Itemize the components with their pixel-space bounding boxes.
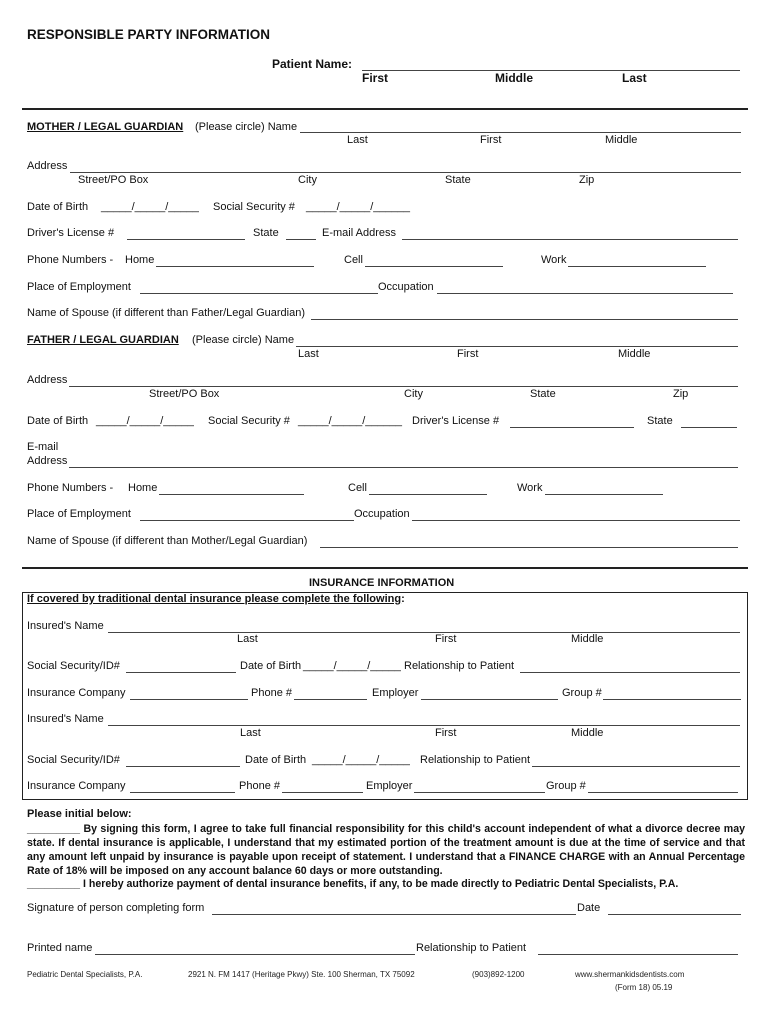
mother-name-line[interactable] xyxy=(300,132,741,133)
father-occupation-line[interactable] xyxy=(412,520,740,521)
insured-middle-caption: Middle xyxy=(571,633,604,645)
insured-phone-label: Phone # xyxy=(251,687,292,699)
insured2-middle-caption: Middle xyxy=(571,727,604,739)
mother-dob-field[interactable]: _____/_____/_____ xyxy=(101,201,199,213)
insurance-heading: INSURANCE INFORMATION xyxy=(309,577,455,589)
father-address-label: Address xyxy=(27,374,68,386)
footer-practice: Pediatric Dental Specialists, P.A. xyxy=(27,970,143,979)
mother-first-caption: First xyxy=(480,134,502,146)
mother-street-caption: Street/PO Box xyxy=(78,174,149,186)
mother-cell-line[interactable] xyxy=(365,266,503,267)
father-work-label: Work xyxy=(517,482,543,494)
mother-dl-line[interactable] xyxy=(127,239,245,240)
father-email-label-1: E-mail xyxy=(27,441,59,453)
insured2-group-label: Group # xyxy=(546,780,586,792)
footer-phone: (903)892-1200 xyxy=(472,970,525,979)
signature-date-label: Date xyxy=(577,902,601,914)
mother-home-line[interactable] xyxy=(156,266,314,267)
insured-phone-line[interactable] xyxy=(294,699,367,700)
father-ssn-field[interactable]: _____/_____/______ xyxy=(298,415,402,427)
father-state-caption: State xyxy=(530,388,556,400)
printed-relationship-label: Relationship to Patient xyxy=(416,942,527,954)
father-work-line[interactable] xyxy=(545,494,663,495)
patient-middle-caption: Middle xyxy=(495,71,533,85)
insured-ssid-line[interactable] xyxy=(126,672,236,673)
insured-last-caption: Last xyxy=(237,633,258,645)
mother-cell-label: Cell xyxy=(344,254,363,266)
mother-state-label: State xyxy=(253,227,279,239)
father-spouse-line[interactable] xyxy=(320,547,738,548)
insured2-ssid-line[interactable] xyxy=(126,766,240,767)
patient-last-caption: Last xyxy=(622,71,647,85)
father-email-line[interactable] xyxy=(69,467,738,468)
patient-name-line[interactable] xyxy=(362,70,740,71)
mother-occupation-label: Occupation xyxy=(378,281,434,293)
father-dob-field[interactable]: _____/_____/_____ xyxy=(96,415,194,427)
mother-ssn-field[interactable]: _____/_____/______ xyxy=(306,201,410,213)
insured-dob-field[interactable]: _____/_____/_____ xyxy=(303,660,401,672)
insured2-company-label: Insurance Company xyxy=(27,780,126,792)
insured-name-line[interactable] xyxy=(108,632,740,633)
father-spouse-label: Name of Spouse (if different than Mother/Legal Guardian) xyxy=(27,535,308,547)
father-cell-label: Cell xyxy=(348,482,367,494)
insured-company-line[interactable] xyxy=(130,699,248,700)
mother-employment-line[interactable] xyxy=(140,293,378,294)
mother-state-caption: State xyxy=(445,174,471,186)
authorization-paragraph: _________ I hereby authorize payment of dental insurance benefits, if any, to be made directly to Pediatric Dental Specialists, P.A. xyxy=(27,878,679,890)
insured2-employer-label: Employer xyxy=(366,780,413,792)
footer-address: 2921 N. FM 1417 (Heritage Pkwy) Ste. 100 Sherman, TX 75092 xyxy=(188,970,415,979)
printed-name-label: Printed name xyxy=(27,942,93,954)
mother-spouse-line[interactable] xyxy=(311,319,738,320)
mother-employment-label: Place of Employment xyxy=(27,281,131,293)
mother-last-caption: Last xyxy=(347,134,368,146)
father-heading: FATHER / LEGAL GUARDIAN xyxy=(27,334,179,346)
printed-name-line[interactable] xyxy=(95,954,415,955)
mother-phone-label: Phone Numbers - xyxy=(27,254,114,266)
insured-first-caption: First xyxy=(435,633,457,645)
father-state-line[interactable] xyxy=(681,427,737,428)
insured-employer-label: Employer xyxy=(372,687,419,699)
insured2-first-caption: First xyxy=(435,727,457,739)
insured-group-line[interactable] xyxy=(603,699,741,700)
footer-website: www.shermankidsdentists.com xyxy=(575,970,685,979)
printed-relationship-line[interactable] xyxy=(538,954,738,955)
insured2-phone-label: Phone # xyxy=(239,780,280,792)
father-last-caption: Last xyxy=(298,348,319,360)
mother-address-line[interactable] xyxy=(70,172,741,173)
insured-employer-line[interactable] xyxy=(421,699,558,700)
father-email-label-2: Address xyxy=(27,455,68,467)
signature-date-line[interactable] xyxy=(608,914,741,915)
father-employment-line[interactable] xyxy=(140,520,354,521)
father-name-line[interactable] xyxy=(296,346,738,347)
insured-relationship-line[interactable] xyxy=(520,672,740,673)
father-middle-caption: Middle xyxy=(618,348,651,360)
initial-heading: Please initial below: xyxy=(27,808,132,820)
signature-line[interactable] xyxy=(212,914,576,915)
signature-label: Signature of person completing form xyxy=(27,902,205,914)
father-phone-label: Phone Numbers - xyxy=(27,482,114,494)
father-address-line[interactable] xyxy=(69,386,738,387)
insured-relationship-label: Relationship to Patient xyxy=(404,660,515,672)
mother-work-label: Work xyxy=(541,254,567,266)
page-title: RESPONSIBLE PARTY INFORMATION xyxy=(27,27,271,42)
mother-email-label: E-mail Address xyxy=(322,227,396,239)
mother-state-line[interactable] xyxy=(286,239,316,240)
insured-name-label: Insured's Name xyxy=(27,620,104,632)
mother-city-caption: City xyxy=(298,174,317,186)
insured2-employer-line[interactable] xyxy=(414,792,545,793)
patient-first-caption: First xyxy=(362,71,389,85)
footer-form-number: (Form 18) 05.19 xyxy=(615,983,673,992)
mother-ssn-label: Social Security # xyxy=(213,201,295,213)
father-ssn-label: Social Security # xyxy=(208,415,290,427)
insured2-dob-field[interactable]: _____/_____/_____ xyxy=(312,754,410,766)
mother-home-label: Home xyxy=(125,254,155,266)
father-cell-line[interactable] xyxy=(369,494,487,495)
mother-dl-label: Driver's License # xyxy=(27,227,115,239)
mother-zip-caption: Zip xyxy=(579,174,595,186)
father-home-line[interactable] xyxy=(159,494,304,495)
mother-heading: MOTHER / LEGAL GUARDIAN xyxy=(27,121,184,133)
father-first-caption: First xyxy=(457,348,479,360)
father-state-label: State xyxy=(647,415,673,427)
insured-dob-label: Date of Birth xyxy=(240,660,302,672)
insurance-subheading-colon: : xyxy=(401,593,405,605)
mother-middle-caption: Middle xyxy=(605,134,638,146)
mother-dob-label: Date of Birth xyxy=(27,201,89,213)
father-city-caption: City xyxy=(404,388,423,400)
insured-ssid-label: Social Security/ID# xyxy=(27,660,120,672)
father-zip-caption: Zip xyxy=(673,388,689,400)
mother-email-line[interactable] xyxy=(402,239,738,240)
insured2-name-line[interactable] xyxy=(108,725,740,726)
section-divider xyxy=(22,567,748,569)
section-divider xyxy=(22,108,748,110)
mother-work-line[interactable] xyxy=(568,266,706,267)
insured-company-label: Insurance Company xyxy=(27,687,126,699)
insured2-group-line[interactable] xyxy=(588,792,738,793)
insured2-company-line[interactable] xyxy=(130,792,235,793)
father-dob-label: Date of Birth xyxy=(27,415,89,427)
insured2-dob-label: Date of Birth xyxy=(245,754,307,766)
father-occupation-label: Occupation xyxy=(354,508,410,520)
father-home-label: Home xyxy=(128,482,158,494)
father-dl-line[interactable] xyxy=(510,427,634,428)
insured2-relationship-label: Relationship to Patient xyxy=(420,754,531,766)
insured2-ssid-label: Social Security/ID# xyxy=(27,754,120,766)
father-employment-label: Place of Employment xyxy=(27,508,131,520)
mother-spouse-label: Name of Spouse (if different than Father/Legal Guardian) xyxy=(27,307,306,319)
father-street-caption: Street/PO Box xyxy=(149,388,220,400)
insurance-subheading xyxy=(27,593,405,606)
insured2-name-label: Insured's Name xyxy=(27,713,104,725)
patient-name-label: Patient Name: xyxy=(272,57,353,71)
insured-group-label: Group # xyxy=(562,687,602,699)
mother-address-label: Address xyxy=(27,160,68,172)
insured2-last-caption: Last xyxy=(240,727,261,739)
insured2-phone-line[interactable] xyxy=(282,792,363,793)
father-dl-label: Driver's License # xyxy=(412,415,500,427)
father-name-label: (Please circle) Name xyxy=(192,334,295,346)
consent-paragraph: _________ By signing this form, I agree to take full financial responsibility for this child's account independent of what a divorce decree may state. If dental insurance is applicable, I understand that my estimated portion of the treatment amount is due at the time of service and that any amount left unpaid by insurance is payable upon receipt of statement. I understand that a FINANCE CHARGE with an Annual Percentage Rate of 18% will be imposed on any account balance 60 days or more outstanding. xyxy=(27,823,745,877)
insurance-subheading-text: If covered by traditional dental insurance please complete the following xyxy=(27,593,402,605)
mother-name-label: (Please circle) Name xyxy=(195,121,298,133)
mother-occupation-line[interactable] xyxy=(437,293,733,294)
insured2-relationship-line[interactable] xyxy=(532,766,740,767)
